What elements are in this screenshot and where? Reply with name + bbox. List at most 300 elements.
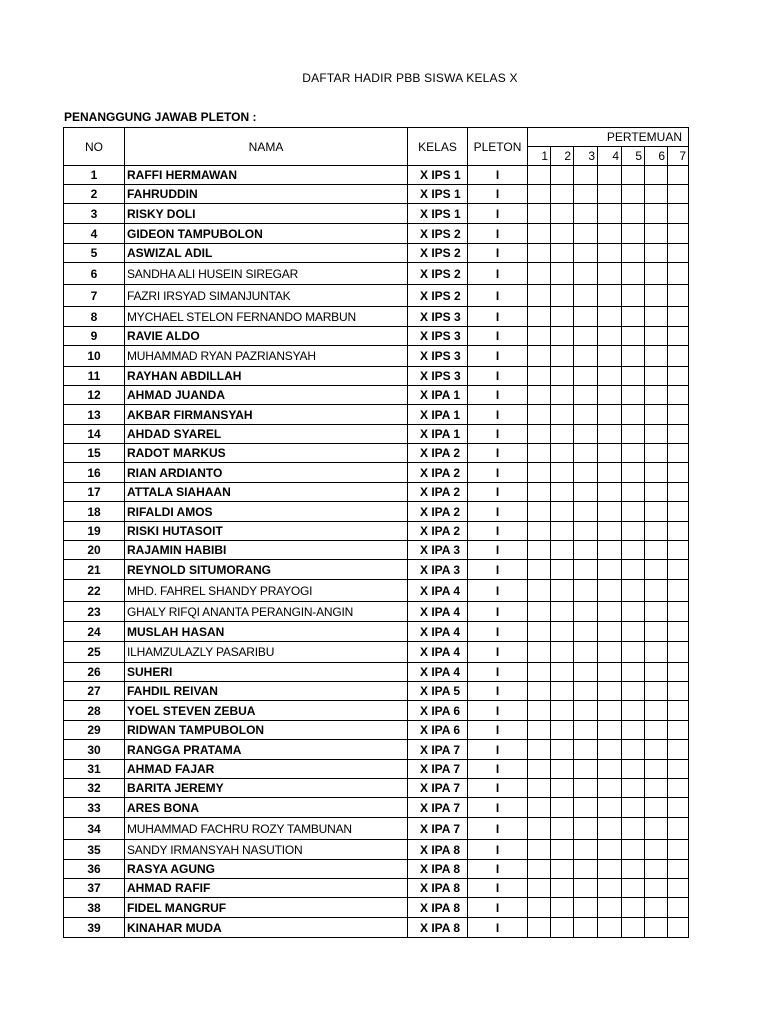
attendance-cell[interactable] [598, 840, 622, 860]
attendance-cell[interactable] [668, 425, 689, 444]
attendance-cell[interactable] [598, 541, 622, 560]
attendance-cell[interactable] [574, 444, 598, 463]
attendance-cell[interactable] [574, 502, 598, 522]
attendance-cell[interactable] [645, 244, 668, 263]
attendance-cell[interactable] [668, 307, 689, 327]
attendance-cell[interactable] [668, 721, 689, 740]
attendance-cell[interactable] [598, 682, 622, 701]
attendance-cell[interactable] [668, 386, 689, 405]
attendance-cell[interactable] [598, 405, 622, 425]
attendance-cell[interactable] [551, 622, 574, 642]
attendance-cell[interactable] [622, 367, 645, 386]
attendance-cell[interactable] [668, 541, 689, 560]
attendance-cell[interactable] [598, 263, 622, 285]
attendance-cell[interactable] [528, 898, 551, 918]
attendance-cell[interactable] [528, 918, 551, 938]
attendance-cell[interactable] [645, 721, 668, 740]
attendance-cell[interactable] [528, 522, 551, 541]
attendance-cell[interactable] [551, 602, 574, 622]
attendance-cell[interactable] [622, 760, 645, 779]
attendance-cell[interactable] [645, 840, 668, 860]
attendance-cell[interactable] [551, 263, 574, 285]
attendance-cell[interactable] [574, 740, 598, 760]
row-pleton: I [468, 860, 528, 879]
attendance-cell[interactable] [622, 522, 645, 541]
attendance-cell[interactable] [574, 285, 598, 307]
attendance-cell[interactable] [528, 244, 551, 263]
row-no: 25 [64, 642, 125, 663]
attendance-cell[interactable] [622, 224, 645, 244]
attendance-cell[interactable] [551, 879, 574, 898]
attendance-cell[interactable] [622, 580, 645, 602]
attendance-cell[interactable] [668, 798, 689, 818]
attendance-cell[interactable] [622, 740, 645, 760]
attendance-cell[interactable] [622, 263, 645, 285]
attendance-cell[interactable] [574, 898, 598, 918]
attendance-cell[interactable] [528, 701, 551, 721]
attendance-cell[interactable] [668, 860, 689, 879]
attendance-cell[interactable] [528, 560, 551, 580]
attendance-cell[interactable] [622, 663, 645, 682]
attendance-cell[interactable] [574, 224, 598, 244]
attendance-cell[interactable] [551, 682, 574, 701]
attendance-cell[interactable] [574, 386, 598, 405]
attendance-cell[interactable] [598, 560, 622, 580]
attendance-cell[interactable] [528, 367, 551, 386]
attendance-cell[interactable] [622, 166, 645, 185]
attendance-cell[interactable] [645, 425, 668, 444]
attendance-cell[interactable] [528, 285, 551, 307]
attendance-cell[interactable] [622, 682, 645, 701]
attendance-cell[interactable] [668, 642, 689, 663]
attendance-cell[interactable] [574, 463, 598, 483]
attendance-cell[interactable] [668, 502, 689, 522]
attendance-cell[interactable] [668, 602, 689, 622]
attendance-cell[interactable] [551, 285, 574, 307]
row-kelas: X IPA 8 [408, 860, 468, 879]
attendance-cell[interactable] [551, 444, 574, 463]
attendance-cell[interactable] [574, 541, 598, 560]
attendance-cell[interactable] [574, 185, 598, 204]
attendance-cell[interactable] [551, 721, 574, 740]
attendance-cell[interactable] [645, 879, 668, 898]
attendance-cell[interactable] [574, 560, 598, 580]
attendance-cell[interactable] [645, 166, 668, 185]
attendance-cell[interactable] [622, 502, 645, 522]
attendance-cell[interactable] [598, 346, 622, 367]
attendance-cell[interactable] [598, 622, 622, 642]
attendance-cell[interactable] [551, 898, 574, 918]
attendance-cell[interactable] [598, 663, 622, 682]
attendance-cell[interactable] [551, 560, 574, 580]
attendance-cell[interactable] [622, 425, 645, 444]
attendance-cell[interactable] [528, 879, 551, 898]
attendance-cell[interactable] [528, 224, 551, 244]
attendance-cell[interactable] [598, 580, 622, 602]
attendance-cell[interactable] [574, 367, 598, 386]
attendance-cell[interactable] [645, 541, 668, 560]
attendance-cell[interactable] [645, 522, 668, 541]
row-pleton: I [468, 580, 528, 602]
attendance-cell[interactable] [622, 898, 645, 918]
attendance-cell[interactable] [528, 818, 551, 840]
attendance-cell[interactable] [598, 502, 622, 522]
attendance-cell[interactable] [622, 185, 645, 204]
attendance-cell[interactable] [598, 602, 622, 622]
attendance-cell[interactable] [528, 405, 551, 425]
attendance-cell[interactable] [528, 541, 551, 560]
attendance-cell[interactable] [574, 602, 598, 622]
row-pleton: I [468, 560, 528, 580]
attendance-cell[interactable] [598, 721, 622, 740]
attendance-cell[interactable] [622, 721, 645, 740]
attendance-cell[interactable] [574, 425, 598, 444]
attendance-cell[interactable] [668, 701, 689, 721]
attendance-cell[interactable] [598, 779, 622, 798]
attendance-cell[interactable] [645, 580, 668, 602]
attendance-cell[interactable] [668, 405, 689, 425]
attendance-cell[interactable] [574, 263, 598, 285]
attendance-cell[interactable] [574, 642, 598, 663]
attendance-cell[interactable] [528, 444, 551, 463]
attendance-cell[interactable] [645, 701, 668, 721]
attendance-cell[interactable] [668, 560, 689, 580]
attendance-cell[interactable] [528, 642, 551, 663]
attendance-cell[interactable] [668, 224, 689, 244]
attendance-cell[interactable] [551, 463, 574, 483]
table-row [64, 798, 689, 818]
attendance-cell[interactable] [645, 663, 668, 682]
attendance-cell[interactable] [574, 244, 598, 263]
attendance-cell[interactable] [622, 840, 645, 860]
attendance-cell[interactable] [528, 263, 551, 285]
attendance-cell[interactable] [668, 663, 689, 682]
attendance-cell[interactable] [551, 642, 574, 663]
attendance-cell[interactable] [574, 483, 598, 502]
attendance-cell[interactable] [598, 879, 622, 898]
attendance-cell[interactable] [622, 285, 645, 307]
attendance-cell[interactable] [598, 740, 622, 760]
row-pleton: I [468, 166, 528, 185]
attendance-cell[interactable] [528, 346, 551, 367]
attendance-cell[interactable] [551, 860, 574, 879]
attendance-cell[interactable] [622, 463, 645, 483]
attendance-cell[interactable] [574, 522, 598, 541]
attendance-cell[interactable] [551, 367, 574, 386]
attendance-cell[interactable] [551, 405, 574, 425]
row-no: 9 [64, 327, 125, 346]
attendance-cell[interactable] [622, 602, 645, 622]
attendance-cell[interactable] [668, 740, 689, 760]
attendance-cell[interactable] [668, 918, 689, 938]
row-nama: ARES BONA [125, 798, 408, 818]
row-pleton: I [468, 405, 528, 425]
row-nama: RAVIE ALDO [125, 327, 408, 346]
attendance-cell[interactable] [645, 622, 668, 642]
attendance-cell[interactable] [574, 918, 598, 938]
attendance-cell[interactable] [598, 285, 622, 307]
attendance-cell[interactable] [645, 779, 668, 798]
attendance-cell[interactable] [528, 386, 551, 405]
attendance-cell[interactable] [645, 798, 668, 818]
attendance-cell[interactable] [551, 541, 574, 560]
row-nama: RASYA AGUNG [125, 860, 408, 879]
attendance-cell[interactable] [645, 463, 668, 483]
row-kelas: X IPS 1 [408, 204, 468, 224]
attendance-cell[interactable] [528, 860, 551, 879]
attendance-cell[interactable] [668, 779, 689, 798]
attendance-cell[interactable] [574, 405, 598, 425]
attendance-cell[interactable] [598, 425, 622, 444]
attendance-cell[interactable] [645, 367, 668, 386]
attendance-cell[interactable] [668, 879, 689, 898]
attendance-cell[interactable] [668, 522, 689, 541]
attendance-cell[interactable] [574, 663, 598, 682]
attendance-cell[interactable] [528, 327, 551, 346]
attendance-cell[interactable] [574, 701, 598, 721]
attendance-cell[interactable] [645, 682, 668, 701]
attendance-cell[interactable] [645, 185, 668, 204]
attendance-cell[interactable] [528, 502, 551, 522]
attendance-cell[interactable] [622, 386, 645, 405]
attendance-cell[interactable] [598, 166, 622, 185]
attendance-cell[interactable] [598, 760, 622, 779]
attendance-cell[interactable] [528, 740, 551, 760]
attendance-cell[interactable] [645, 642, 668, 663]
attendance-cell[interactable] [551, 185, 574, 204]
attendance-cell[interactable] [528, 166, 551, 185]
attendance-cell[interactable] [528, 463, 551, 483]
attendance-cell[interactable] [574, 721, 598, 740]
attendance-cell[interactable] [598, 386, 622, 405]
attendance-cell[interactable] [528, 602, 551, 622]
attendance-cell[interactable] [598, 367, 622, 386]
attendance-cell[interactable] [528, 760, 551, 779]
attendance-cell[interactable] [645, 483, 668, 502]
attendance-cell[interactable] [645, 818, 668, 840]
attendance-cell[interactable] [622, 346, 645, 367]
attendance-cell[interactable] [622, 560, 645, 580]
attendance-table [63, 127, 689, 938]
attendance-cell[interactable] [645, 760, 668, 779]
attendance-cell[interactable] [622, 307, 645, 327]
row-no: 36 [64, 860, 125, 879]
attendance-cell[interactable] [551, 663, 574, 682]
attendance-cell[interactable] [574, 879, 598, 898]
row-pleton: I [468, 185, 528, 204]
attendance-cell[interactable] [622, 622, 645, 642]
attendance-cell[interactable] [668, 444, 689, 463]
attendance-cell[interactable] [598, 185, 622, 204]
attendance-cell[interactable] [668, 263, 689, 285]
attendance-cell[interactable] [528, 483, 551, 502]
attendance-cell[interactable] [645, 285, 668, 307]
row-kelas: X IPA 2 [408, 502, 468, 522]
attendance-cell[interactable] [551, 166, 574, 185]
attendance-cell[interactable] [645, 560, 668, 580]
attendance-cell[interactable] [574, 204, 598, 224]
attendance-cell[interactable] [645, 224, 668, 244]
attendance-cell[interactable] [574, 860, 598, 879]
attendance-cell[interactable] [622, 701, 645, 721]
attendance-cell[interactable] [668, 682, 689, 701]
attendance-cell[interactable] [528, 721, 551, 740]
attendance-cell[interactable] [645, 346, 668, 367]
attendance-cell[interactable] [574, 682, 598, 701]
attendance-cell[interactable] [528, 663, 551, 682]
attendance-cell[interactable] [598, 204, 622, 224]
attendance-cell[interactable] [645, 204, 668, 224]
attendance-cell[interactable] [598, 224, 622, 244]
attendance-cell[interactable] [551, 307, 574, 327]
attendance-cell[interactable] [645, 502, 668, 522]
attendance-cell[interactable] [598, 522, 622, 541]
attendance-cell[interactable] [622, 541, 645, 560]
attendance-cell[interactable] [645, 898, 668, 918]
attendance-cell[interactable] [551, 840, 574, 860]
attendance-cell[interactable] [622, 204, 645, 224]
table-row [64, 779, 689, 798]
attendance-cell[interactable] [622, 444, 645, 463]
attendance-cell[interactable] [622, 779, 645, 798]
attendance-cell[interactable] [528, 425, 551, 444]
attendance-cell[interactable] [668, 898, 689, 918]
attendance-cell[interactable] [574, 760, 598, 779]
attendance-cell[interactable] [598, 483, 622, 502]
attendance-cell[interactable] [668, 483, 689, 502]
table-row [64, 682, 689, 701]
row-pleton: I [468, 663, 528, 682]
table-row [64, 840, 689, 860]
attendance-cell[interactable] [574, 818, 598, 840]
attendance-cell[interactable] [574, 622, 598, 642]
attendance-cell[interactable] [574, 798, 598, 818]
attendance-cell[interactable] [598, 860, 622, 879]
attendance-cell[interactable] [528, 622, 551, 642]
attendance-cell[interactable] [622, 918, 645, 938]
attendance-cell[interactable] [528, 185, 551, 204]
row-no: 19 [64, 522, 125, 541]
attendance-cell[interactable] [551, 818, 574, 840]
attendance-cell[interactable] [598, 818, 622, 840]
attendance-cell[interactable] [622, 818, 645, 840]
attendance-cell[interactable] [551, 346, 574, 367]
attendance-cell[interactable] [668, 367, 689, 386]
attendance-cell[interactable] [668, 818, 689, 840]
attendance-cell[interactable] [598, 701, 622, 721]
attendance-cell[interactable] [645, 444, 668, 463]
attendance-cell[interactable] [645, 263, 668, 285]
attendance-cell[interactable] [622, 483, 645, 502]
attendance-cell[interactable] [598, 918, 622, 938]
attendance-cell[interactable] [645, 327, 668, 346]
attendance-cell[interactable] [551, 918, 574, 938]
attendance-cell[interactable] [551, 701, 574, 721]
attendance-cell[interactable] [668, 185, 689, 204]
row-no: 34 [64, 818, 125, 840]
attendance-cell[interactable] [668, 760, 689, 779]
attendance-cell[interactable] [645, 386, 668, 405]
attendance-cell[interactable] [551, 740, 574, 760]
attendance-cell[interactable] [622, 244, 645, 263]
attendance-cell[interactable] [551, 425, 574, 444]
attendance-cell[interactable] [622, 860, 645, 879]
attendance-cell[interactable] [645, 307, 668, 327]
attendance-cell[interactable] [551, 760, 574, 779]
attendance-cell[interactable] [668, 840, 689, 860]
attendance-cell[interactable] [574, 840, 598, 860]
attendance-cell[interactable] [528, 840, 551, 860]
attendance-cell[interactable] [551, 327, 574, 346]
attendance-cell[interactable] [528, 204, 551, 224]
attendance-cell[interactable] [598, 327, 622, 346]
attendance-cell[interactable] [574, 327, 598, 346]
attendance-cell[interactable] [668, 244, 689, 263]
attendance-cell[interactable] [551, 798, 574, 818]
attendance-cell[interactable] [622, 798, 645, 818]
attendance-cell[interactable] [598, 798, 622, 818]
attendance-cell[interactable] [551, 244, 574, 263]
attendance-cell[interactable] [668, 285, 689, 307]
attendance-cell[interactable] [574, 580, 598, 602]
attendance-cell[interactable] [668, 580, 689, 602]
row-pleton: I [468, 386, 528, 405]
attendance-cell[interactable] [622, 642, 645, 663]
attendance-cell[interactable] [574, 166, 598, 185]
attendance-cell[interactable] [551, 779, 574, 798]
attendance-cell[interactable] [551, 522, 574, 541]
attendance-cell[interactable] [598, 463, 622, 483]
attendance-cell[interactable] [668, 463, 689, 483]
attendance-cell[interactable] [528, 307, 551, 327]
attendance-cell[interactable] [598, 444, 622, 463]
attendance-cell[interactable] [574, 779, 598, 798]
attendance-cell[interactable] [551, 386, 574, 405]
attendance-cell[interactable] [622, 327, 645, 346]
attendance-cell[interactable] [645, 602, 668, 622]
attendance-cell[interactable] [598, 642, 622, 663]
attendance-cell[interactable] [528, 682, 551, 701]
attendance-cell[interactable] [551, 204, 574, 224]
attendance-cell[interactable] [622, 879, 645, 898]
attendance-cell[interactable] [598, 898, 622, 918]
attendance-cell[interactable] [528, 580, 551, 602]
attendance-cell[interactable] [668, 346, 689, 367]
attendance-cell[interactable] [528, 798, 551, 818]
attendance-cell[interactable] [574, 307, 598, 327]
attendance-cell[interactable] [598, 244, 622, 263]
attendance-cell[interactable] [551, 580, 574, 602]
attendance-cell[interactable] [668, 204, 689, 224]
attendance-cell[interactable] [668, 327, 689, 346]
attendance-cell[interactable] [551, 502, 574, 522]
row-kelas: X IPS 2 [408, 263, 468, 285]
attendance-cell[interactable] [668, 166, 689, 185]
attendance-cell[interactable] [598, 307, 622, 327]
attendance-cell[interactable] [574, 346, 598, 367]
row-no: 15 [64, 444, 125, 463]
attendance-cell[interactable] [645, 740, 668, 760]
table-row [64, 541, 689, 560]
attendance-cell[interactable] [668, 622, 689, 642]
attendance-cell[interactable] [622, 405, 645, 425]
attendance-cell[interactable] [645, 405, 668, 425]
attendance-cell[interactable] [645, 860, 668, 879]
attendance-cell[interactable] [551, 483, 574, 502]
attendance-cell[interactable] [645, 918, 668, 938]
attendance-cell[interactable] [551, 224, 574, 244]
attendance-cell[interactable] [528, 779, 551, 798]
